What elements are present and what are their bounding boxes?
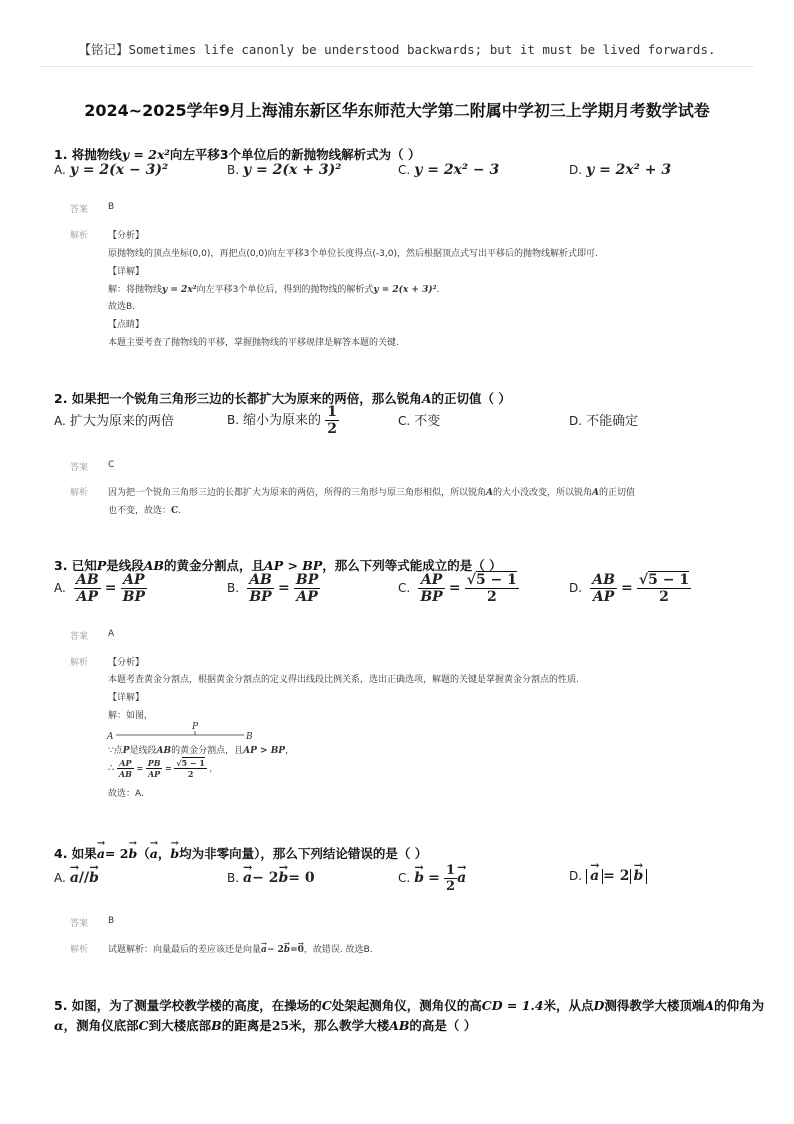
q3-option-a: A. $\frac{AB}{AP}$ = $\frac{AP}{BP}$ <box>54 572 146 605</box>
q1-analysis-text: 原抛物线的顶点坐标(0,0)，再把点(0,0)向左平移3个单位长度得点(-3,0)，然后根据顶点式写出平移后的抛物线解析式即可. <box>108 249 598 259</box>
q3-select: 故选：A. <box>108 789 144 799</box>
q3-option-b: B. $\frac{AB}{BP}$ = $\frac{BP}{AP}$ <box>227 572 319 605</box>
q3-segment-figure <box>104 719 264 743</box>
header-divider <box>40 66 754 67</box>
q1-answer: B <box>108 202 115 212</box>
q4-analysis-text: 试题解析：向量最后的差应该还是向量→ a− 2→ b=→ 0，故错误. 故选B. <box>108 942 373 955</box>
question-4-stem: 4. 如果→ a= 2→ b（→ a，→ b均为非零向量），那么下列结论错误的是（ ） <box>54 844 427 862</box>
q3-because: ∵点P是线段AB的黄金分割点，且AP > BP， <box>108 746 295 756</box>
q1-option-d: D. y = 2x² + 3 <box>569 162 672 178</box>
q1-option-a: A. y = 2(x − 3)² <box>54 162 169 178</box>
q3-analysis-label: 解析 <box>70 658 89 668</box>
q2-answer: C <box>108 460 115 470</box>
q4-option-d: D.→ a = 2→ b <box>569 868 647 884</box>
q2-answer-label: 答案 <box>70 463 89 473</box>
q4-option-b: B.→ a− 2→ b= 0 <box>227 870 315 886</box>
q2-option-b: B. 缩小为原来的 $\frac{1}{2}$ <box>227 404 337 437</box>
motto: 【铭记】Sometimes life canonly be understood backwards; but it must be lived forwards. <box>78 42 716 57</box>
q4-answer: B <box>108 916 115 926</box>
q1-answer-label: 答案 <box>70 205 89 215</box>
q3-detail-heading: 【详解】 <box>108 693 145 703</box>
q1-option-b: B. y = 2(x + 3)² <box>227 162 342 178</box>
q2-analysis-label: 解析 <box>70 488 89 498</box>
q3-detail-intro: 解：如图， <box>108 711 154 721</box>
label-a: A <box>107 732 114 742</box>
q1-comment-text: 本题主要考查了抛物线的平移，掌握抛物线的平移规律是解答本题的关键. <box>108 338 399 348</box>
q1-analysis-heading: 【分析】 <box>108 231 145 241</box>
label-p: P <box>192 722 199 732</box>
page-title: 2024~2025学年9月上海浦东新区华东师范大学第二附属中学初三上学期月考数学试卷 <box>84 101 710 120</box>
q2-option-a: A. 扩大为原来的两倍 <box>54 414 174 429</box>
question-3-stem: 3. 已知P是线段AB的黄金分割点，且AP > BP，那么下列等式能成立的是（ ） <box>54 558 502 573</box>
q1-comment-heading: 【点睛】 <box>108 320 145 330</box>
q3-analysis-heading: 【分析】 <box>108 658 145 668</box>
q2-option-d: D. 不能确定 <box>569 414 639 429</box>
q2-analysis-line-2: 也不变，故选：C. <box>108 506 182 516</box>
q3-answer-label: 答案 <box>70 632 89 642</box>
q4-analysis-label: 解析 <box>70 945 89 955</box>
q2-option-c: C. 不变 <box>398 414 441 429</box>
q3-answer: A <box>108 629 115 639</box>
q3-option-c: C. $\frac{AP}{BP}$ = $\frac{√5 - 1}{2}$ <box>398 572 517 605</box>
question-5-stem-line-1: 5. 如图，为了测量学校教学楼的高度，在操场的C处架起测角仪，测角仪的高CD = 1.4米，从点D测得教学大楼顶端A的仰角为 <box>54 998 765 1013</box>
q4-option-c: C.→ b = $\frac{1}{2}$ → a <box>398 864 466 893</box>
q4-option-a: A.→ a//→ b <box>54 870 99 886</box>
q1-analysis-label: 解析 <box>70 231 89 241</box>
q4-answer-label: 答案 <box>70 919 89 929</box>
q3-therefore: ∴ $\frac{AP}{AB}$ = $\frac{PB}{AP}$ = $\frac{√5 - 1}{2}$ ， <box>108 758 218 779</box>
q1-detail-heading: 【详解】 <box>108 267 145 277</box>
q1-detail-text: 解：将抛物线y = 2x²向左平移3个单位后，得到的抛物线的解析式y = 2(x + 3)². <box>108 285 440 295</box>
label-b: B <box>246 732 253 742</box>
q3-option-d: D. $\frac{AB}{AP}$ = $\frac{√5 - 1}{2}$ <box>569 572 690 605</box>
q3-analysis-text: 本题考查黄金分割点，根据黄金分割点的定义得出线段比例关系，选出正确选项，解题的关键是掌握黄金分割点的性质. <box>108 675 579 685</box>
question-2-stem: 2. 如果把一个锐角三角形三边的长都扩大为原来的两倍，那么锐角A的正切值（ ） <box>54 391 511 406</box>
question-1-stem: 1. 将抛物线y = 2x²向左平移3个单位后的新抛物线解析式为（ ） <box>54 147 421 162</box>
q1-select: 故选B. <box>108 302 136 312</box>
q2-analysis-line-1: 因为把一个锐角三角形三边的长都扩大为原来的两倍，所得的三角形与原三角形相似，所以锐角A的大小没改变，所以锐角A的正切值 <box>108 488 636 498</box>
question-5-stem-line-2: α，测角仪底部C到大楼底部B的距离是25米，那么教学大楼AB的高是（ ） <box>54 1018 477 1033</box>
q1-option-c: C. y = 2x² − 3 <box>398 162 500 178</box>
